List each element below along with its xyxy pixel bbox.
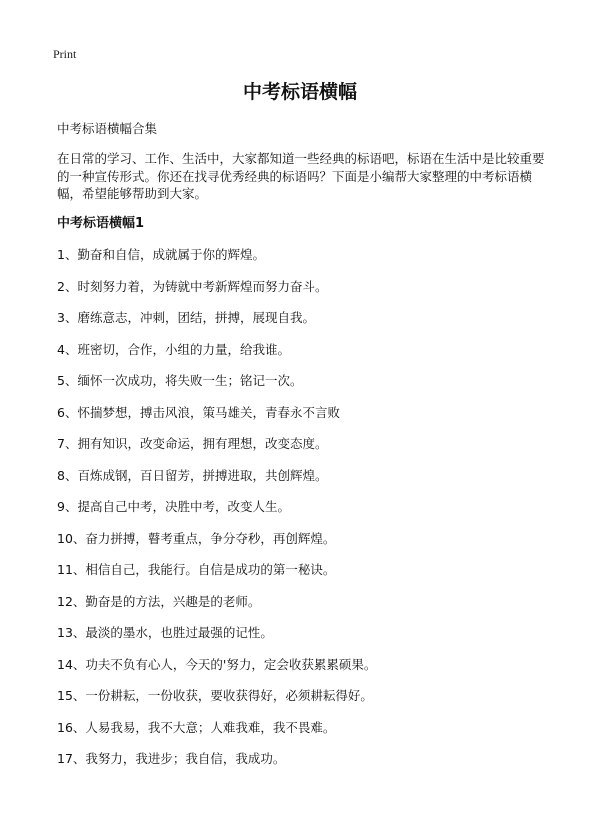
slogan-item: 14、功夫不负有心人，今天的'努力，定会收获累累硕果。 [57,656,377,672]
slogan-list [57,246,557,782]
slogan-item: 3、磨练意志，冲刺，团结，拼搏，展现自我。 [57,310,315,325]
slogan-item: 12、勤奋是的方法，兴趣是的老师。 [57,593,261,609]
slogan-item: 17、我努力，我进步；我自信，我成功。 [57,751,286,766]
document-subtitle: 中考标语横幅合集 [57,121,158,136]
page-title: 中考标语横幅 [242,81,357,103]
slogan-item: 4、班密切，合作，小组的力量，给我谁。 [57,341,290,357]
slogan-item: 7、拥有知识，改变命运，拥有理想，改变态度。 [57,436,328,451]
slogan-item: 13、最淡的墨水，也胜过最强的记性。 [57,625,273,640]
slogan-item: 1、勤奋和自信，成就属于你的辉煌。 [57,247,265,262]
slogan-item: 15、一份耕耘，一份收获，要收获得好，必须耕耘得好。 [57,688,373,703]
slogan-item: 16、人易我易，我不大意；人难我难，我不畏难。 [57,719,336,735]
slogan-item: 8、百炼成钢，百日留芳，拼搏进取，共创辉煌。 [57,467,328,483]
slogan-item: 5、缅怀一次成功，将失败一生；铭记一次。 [57,373,303,388]
intro-paragraph: 在日常的学习、工作、生活中，大家都知道一些经典的标语吧，标语在生活中是比较重要的一种宣传形式。你还在找寻优秀经典的标语吗？下面是小编帮大家整理的中考标语横幅，希望能够帮助到大家。 [57,151,545,201]
slogan-item: 10、奋力拼搏，瞽考重点，争分夺秒，再创辉煌。 [57,530,336,546]
slogan-item: 9、提高自己中考，决胜中考，改变人生。 [57,499,290,514]
slogan-item: 11、相信自己，我能行。自信是成功的第一秘诀。 [57,562,336,577]
slogan-item: 6、怀揣梦想，搏击风浪，策马雄关，青春永不言败 [57,404,340,420]
print-link[interactable]: Print [53,47,77,61]
section-heading: 中考标语横幅1 [57,216,145,231]
slogan-item: 2、时刻努力着，为铸就中考新辉煌而努力奋斗。 [57,278,328,294]
